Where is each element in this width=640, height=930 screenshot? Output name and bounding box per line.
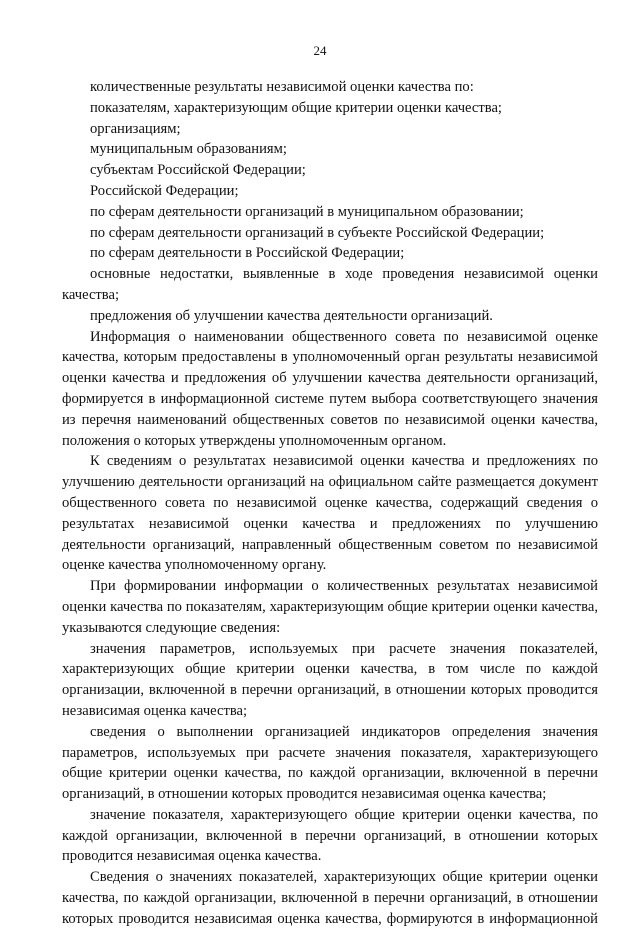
document-body <box>62 77 598 930</box>
paragraph-nedostatki <box>62 264 598 306</box>
text-line: количественные результаты независимой оценки качества по: <box>90 79 474 95</box>
text-line: организаций, в отношении которых проводится независимая оценка качества; <box>62 786 547 803</box>
text-line: значение показателя, характеризующего общие критерии оценки качества, по <box>90 806 598 823</box>
page-number: 24 <box>313 43 327 58</box>
text-line: которых проводится независимая оценка качества, формируются в информационной <box>62 910 598 927</box>
text-line: характеризующих общие критерии оценки качества, в том числе по каждой <box>62 661 598 678</box>
text-line: оценки качества по показателям, характеризующим общие критерии оценки качества, <box>62 598 598 615</box>
text-line: муниципальным образованиям; <box>90 141 287 158</box>
text-line: значения параметров, используемых при расчете значения показателей, <box>90 640 598 657</box>
text-line: качества, которым предоставлены в уполномоченный орган результаты независимой <box>62 349 598 366</box>
text-line: организациям; <box>90 120 181 137</box>
text-line: проводится независимая оценка качества. <box>62 848 322 865</box>
text-line: по сферам деятельности в Российской Федерации; <box>90 245 405 262</box>
text-line: Сведения о значениях показателей, характеризующих общие критерии оценки <box>90 869 598 886</box>
text-line: организации, включенной в перечни организаций, в отношении которых проводится <box>62 682 598 699</box>
text-line: общественного совета по независимой оценке качества, содержащий сведения о <box>62 494 598 511</box>
text-line: указываются следующие сведения: <box>62 619 281 636</box>
text-line: Информация о наименовании общественного совета по независимой оценке <box>90 328 598 345</box>
text-line: положения о которых утверждены уполномоченным органом. <box>62 432 447 449</box>
text-line: оценки качества и предложения об улучшении качества деятельности организаций, <box>62 370 598 387</box>
text-line: каждой организации, включенной в перечни организаций, в отношении которых <box>62 827 598 844</box>
text-line: К сведениям о результатах независимой оценки качества и предложениях по <box>90 453 598 470</box>
text-line: по сферам деятельности организаций в субъекте Российской Федерации; <box>90 224 545 241</box>
text-line: основные недостатки, выявленные в ходе проведения независимой оценки <box>90 266 598 283</box>
text-line: оценке качества уполномоченному органу. <box>62 557 327 574</box>
text-line: по сферам деятельности организаций в муниципальном образовании; <box>90 203 524 220</box>
paragraph-vypolnenii <box>62 722 598 805</box>
paragraph-svedeniya-znach <box>62 867 598 929</box>
paragraph-znachenie <box>62 805 598 867</box>
paragraph-znacheniya <box>62 639 598 722</box>
text-line: При формировании информации о количественных результатах независимой <box>90 578 598 595</box>
paragraph-formirovanii <box>62 576 598 638</box>
text-line: результатах независимой оценки качества и предложениях по улучшению <box>62 515 598 532</box>
text-line: субъектам Российской Федерации; <box>90 162 306 179</box>
text-line: улучшению деятельности организаций на официальном сайте размещается документ <box>62 474 598 491</box>
text-line: общие критерии оценки качества, по каждой организации, включенной в перечни <box>62 765 598 782</box>
text-line: формируется в информационной системе путем выбора соответствующего значения <box>62 390 598 407</box>
text-line: Российской Федерации; <box>90 182 239 199</box>
text-line: показателям, характеризующим общие критерии оценки качества; <box>90 99 502 116</box>
paragraph-informaciya <box>62 327 598 452</box>
text-line: качества, по каждой организации, включенной в перечни организаций, в отношении <box>62 890 598 907</box>
text-line: независимая оценка качества; <box>62 702 248 719</box>
text-line: параметров, используемых при расчете значения показателя, характеризующего <box>62 744 598 761</box>
text-line: качества; <box>62 286 120 303</box>
text-line: предложения об улучшении качества деятельности организаций. <box>90 307 493 324</box>
text-line: сведения о выполнении организацией индикаторов определения значения <box>90 723 598 740</box>
text-line: из перечня наименований общественных советов по независимой оценки качества, <box>62 411 598 428</box>
paragraph-svedeniyam <box>62 451 598 576</box>
text-line: деятельности организаций, направленный общественным советом по независимой <box>62 536 598 553</box>
